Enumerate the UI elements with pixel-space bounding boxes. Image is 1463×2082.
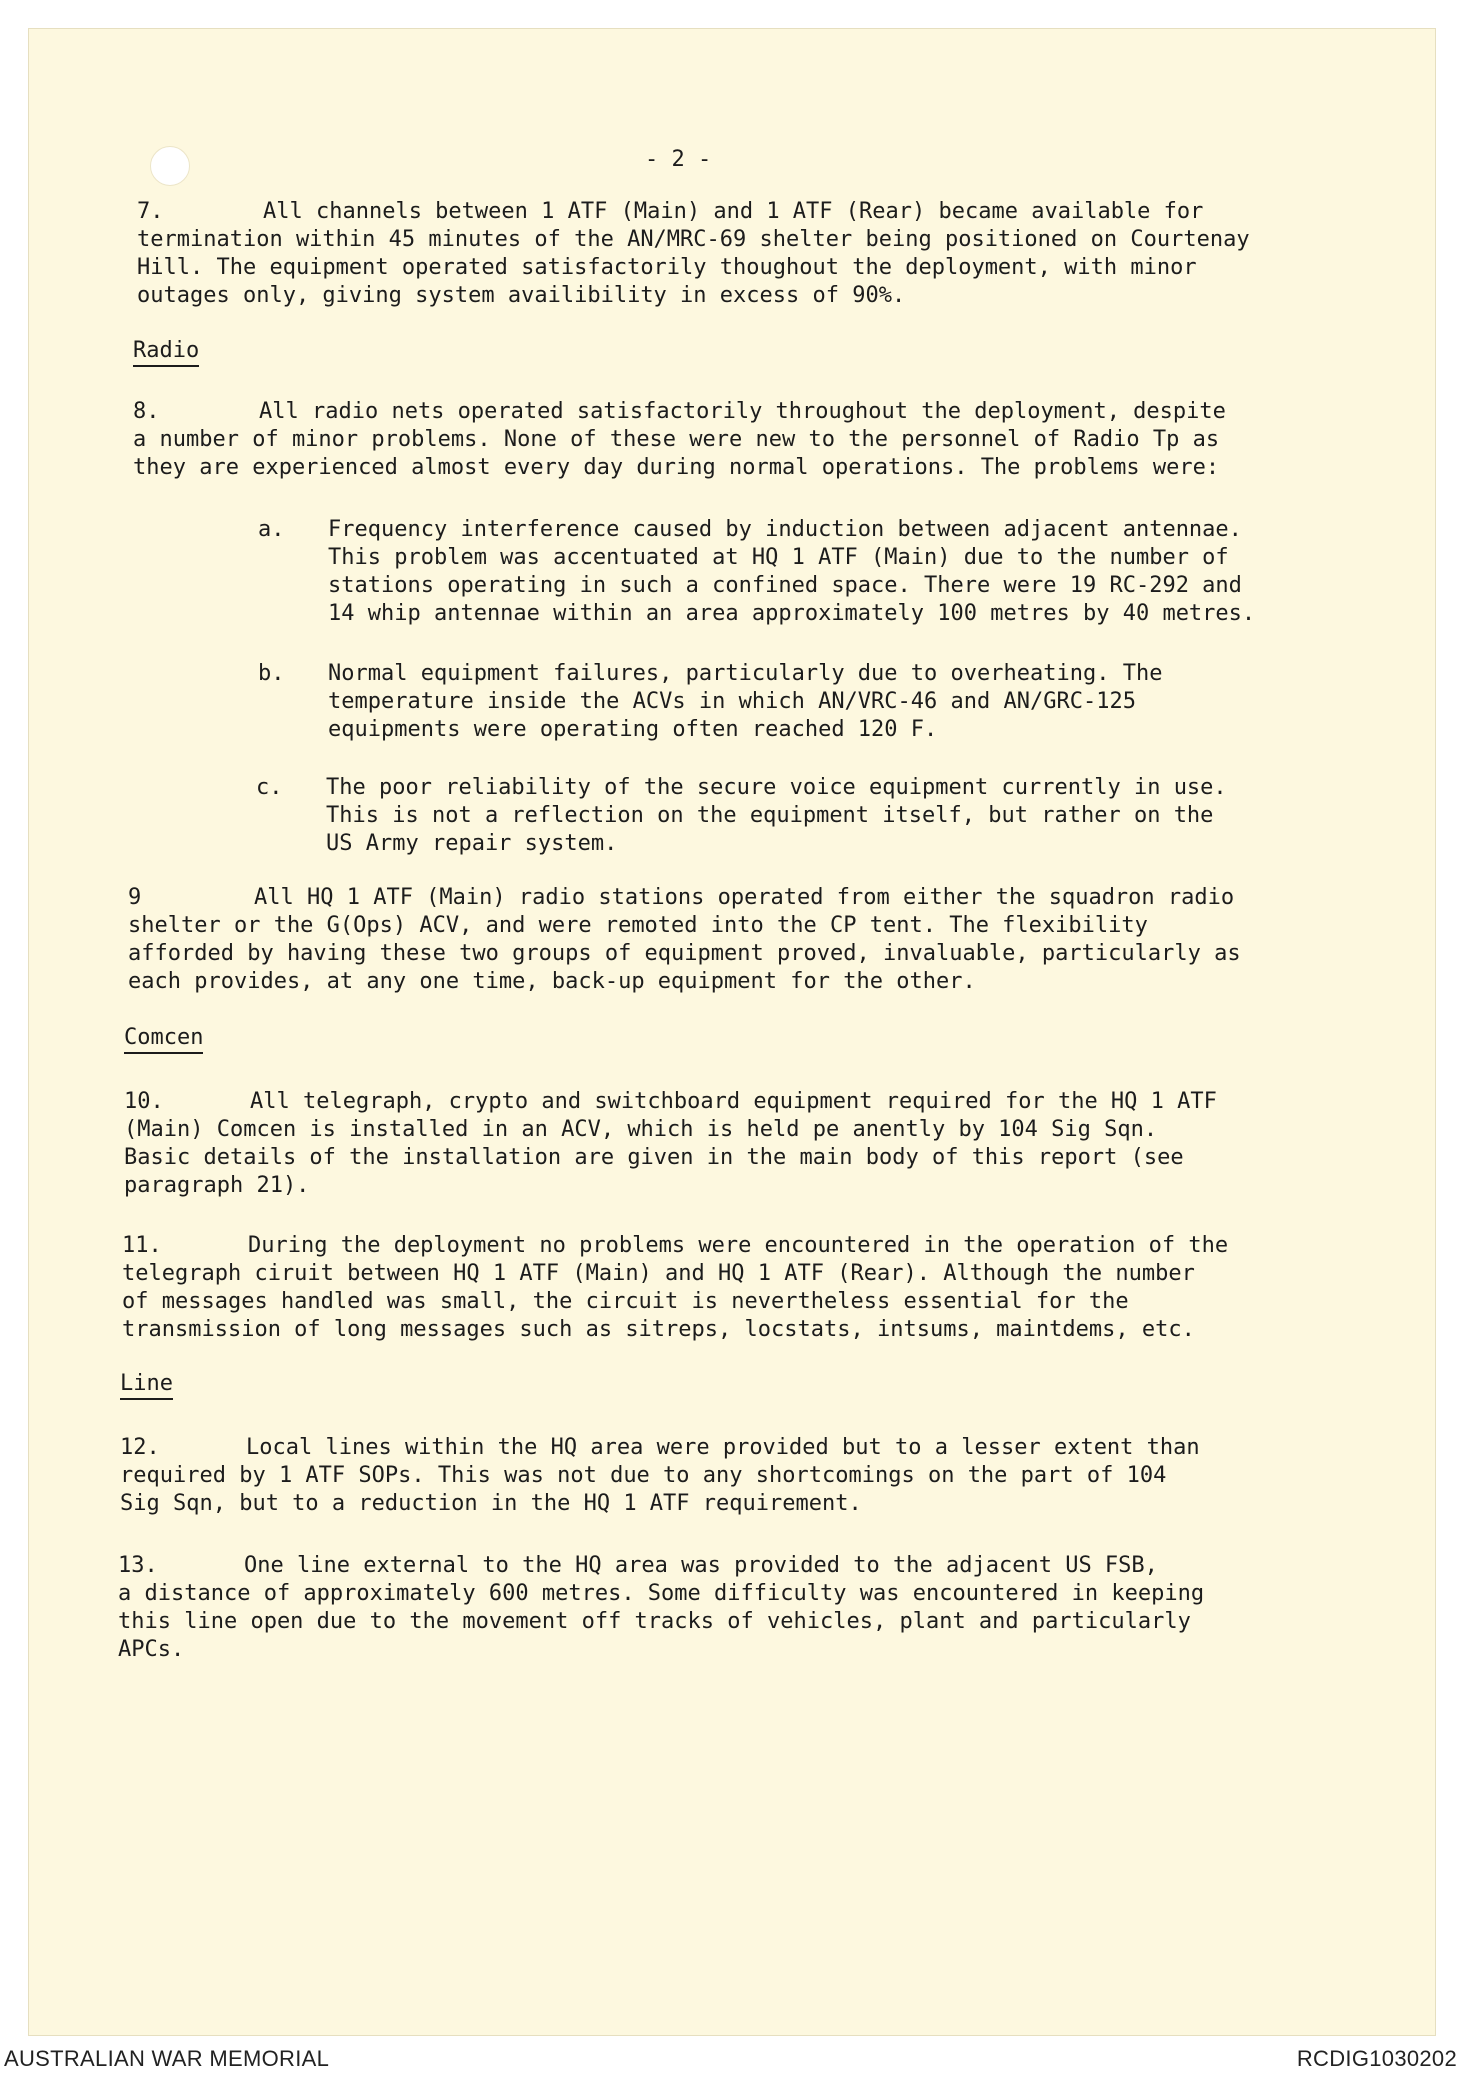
paragraph-line: outages only, giving system availibility in excess of 90%.: [137, 283, 906, 308]
paragraph-line: a distance of approximately 600 metres. Some difficulty was encountered in keeping: [118, 1581, 1205, 1606]
paragraph-line: Local lines within the HQ area were provided but to a lesser extent than: [246, 1435, 1200, 1460]
section-heading-line: Line: [120, 1371, 173, 1400]
subparagraph-8a: [258, 516, 1255, 628]
section-heading-comcen: Comcen: [124, 1025, 203, 1054]
paragraph-line: required by 1 ATF SOPs. This was not due to any shortcomings on the part of 104: [120, 1463, 1167, 1488]
paragraph-line: 14 whip antennae within an area approximately 100 metres by 40 metres.: [328, 601, 1256, 626]
subparagraph-label: c.: [256, 775, 283, 800]
paragraph-line: All HQ 1 ATF (Main) radio stations operated from either the squadron radio: [254, 885, 1235, 910]
paragraph-8: [133, 398, 1226, 482]
paragraph-line: US Army repair system.: [326, 831, 618, 856]
paragraph-line: a number of minor problems. None of these were new to the personnel of Radio Tp as: [133, 427, 1220, 452]
paragraph-11: [122, 1232, 1228, 1344]
paragraph-number: 9: [128, 885, 142, 910]
paragraph-line: they are experienced almost every day during normal operations. The problems were:: [133, 455, 1220, 480]
paragraph-13: [118, 1552, 1204, 1664]
subparagraph-8c: [256, 774, 1227, 858]
paragraph-line: The poor reliability of the secure voice equipment currently in use.: [326, 775, 1227, 800]
paragraph-line: each provides, at any one time, back-up equipment for the other.: [128, 969, 976, 994]
subparagraph-label: b.: [258, 661, 285, 686]
paragraph-line: This is not a reflection on the equipment itself, but rather on the: [326, 803, 1214, 828]
paragraph-line: Sig Sqn, but to a reduction in the HQ 1 ATF requirement.: [120, 1491, 862, 1516]
subparagraph-label: a.: [258, 517, 285, 542]
paragraph-number: 13.: [118, 1553, 158, 1578]
paragraph-number: 8.: [133, 399, 160, 424]
paragraph-line: paragraph 21).: [124, 1173, 310, 1198]
section-heading-radio: Radio: [133, 338, 199, 367]
punch-hole: [150, 146, 190, 186]
paragraph-line: Basic details of the installation are given in the main body of this report (see: [124, 1145, 1184, 1170]
document-page: [28, 28, 1436, 2036]
subparagraph-8b: [258, 660, 1162, 744]
paragraph-number: 11.: [122, 1233, 162, 1258]
paragraph-line: afforded by having these two groups of equipment proved, invaluable, particularly as: [128, 941, 1241, 966]
paragraph-line: Normal equipment failures, particularly due to overheating. The: [328, 661, 1163, 686]
paragraph-12: [120, 1434, 1200, 1518]
paragraph-line: temperature inside the ACVs in which AN/VRC-46 and AN/GRC-125: [328, 689, 1136, 714]
paragraph-line: telegraph ciruit between HQ 1 ATF (Main) and HQ 1 ATF (Rear). Although the number: [122, 1261, 1195, 1286]
paragraph-line: shelter or the G(Ops) ACV, and were remoted into the CP tent. The flexibility: [128, 913, 1148, 938]
paragraph-number: 12.: [120, 1435, 160, 1460]
paragraph-9: [128, 884, 1241, 996]
archive-footer-source: AUSTRALIAN WAR MEMORIAL: [4, 2046, 330, 2071]
paragraph-line: this line open due to the movement off tracks of vehicles, plant and particularly: [118, 1609, 1191, 1634]
paragraph-line: APCs.: [118, 1637, 185, 1662]
paragraph-number: 7.: [137, 199, 164, 224]
paragraph-line: equipments were operating often reached 120 F.: [328, 717, 938, 742]
paragraph-10: [124, 1088, 1217, 1200]
paragraph-line: All radio nets operated satisfactorily throughout the deployment, despite: [259, 399, 1226, 424]
paragraph-line: All channels between 1 ATF (Main) and 1 ATF (Rear) became available for: [263, 199, 1204, 224]
paragraph-line: Frequency interference caused by induction between adjacent antennae.: [328, 517, 1242, 542]
paragraph-line: During the deployment no problems were encountered in the operation of the: [248, 1233, 1229, 1258]
paragraph-line: of messages handled was small, the circuit is nevertheless essential for the: [122, 1289, 1129, 1314]
paragraph-line: One line external to the HQ area was provided to the adjacent US FSB,: [244, 1553, 1158, 1578]
paragraph-line: transmission of long messages such as sitreps, locstats, intsums, maintdems, etc.: [122, 1317, 1195, 1342]
paragraph-line: Hill. The equipment operated satisfactorily thoughout the deployment, with minor: [137, 255, 1197, 280]
page-number: - 2 -: [645, 147, 712, 172]
paragraph-line: This problem was accentuated at HQ 1 ATF (Main) due to the number of: [328, 545, 1229, 570]
paragraph-line: (Main) Comcen is installed in an ACV, which is held pe anently by 104 Sig Sqn.: [124, 1117, 1158, 1142]
paragraph-number: 10.: [124, 1089, 164, 1114]
archive-footer-id: RCDIG1030202: [1296, 2046, 1457, 2071]
paragraph-7: [137, 198, 1250, 310]
paragraph-line: All telegraph, crypto and switchboard equipment required for the HQ 1 ATF: [250, 1089, 1217, 1114]
paragraph-line: termination within 45 minutes of the AN/MRC-69 shelter being positioned on Courtenay: [137, 227, 1250, 252]
paragraph-line: stations operating in such a confined space. There were 19 RC-292 and: [328, 573, 1242, 598]
